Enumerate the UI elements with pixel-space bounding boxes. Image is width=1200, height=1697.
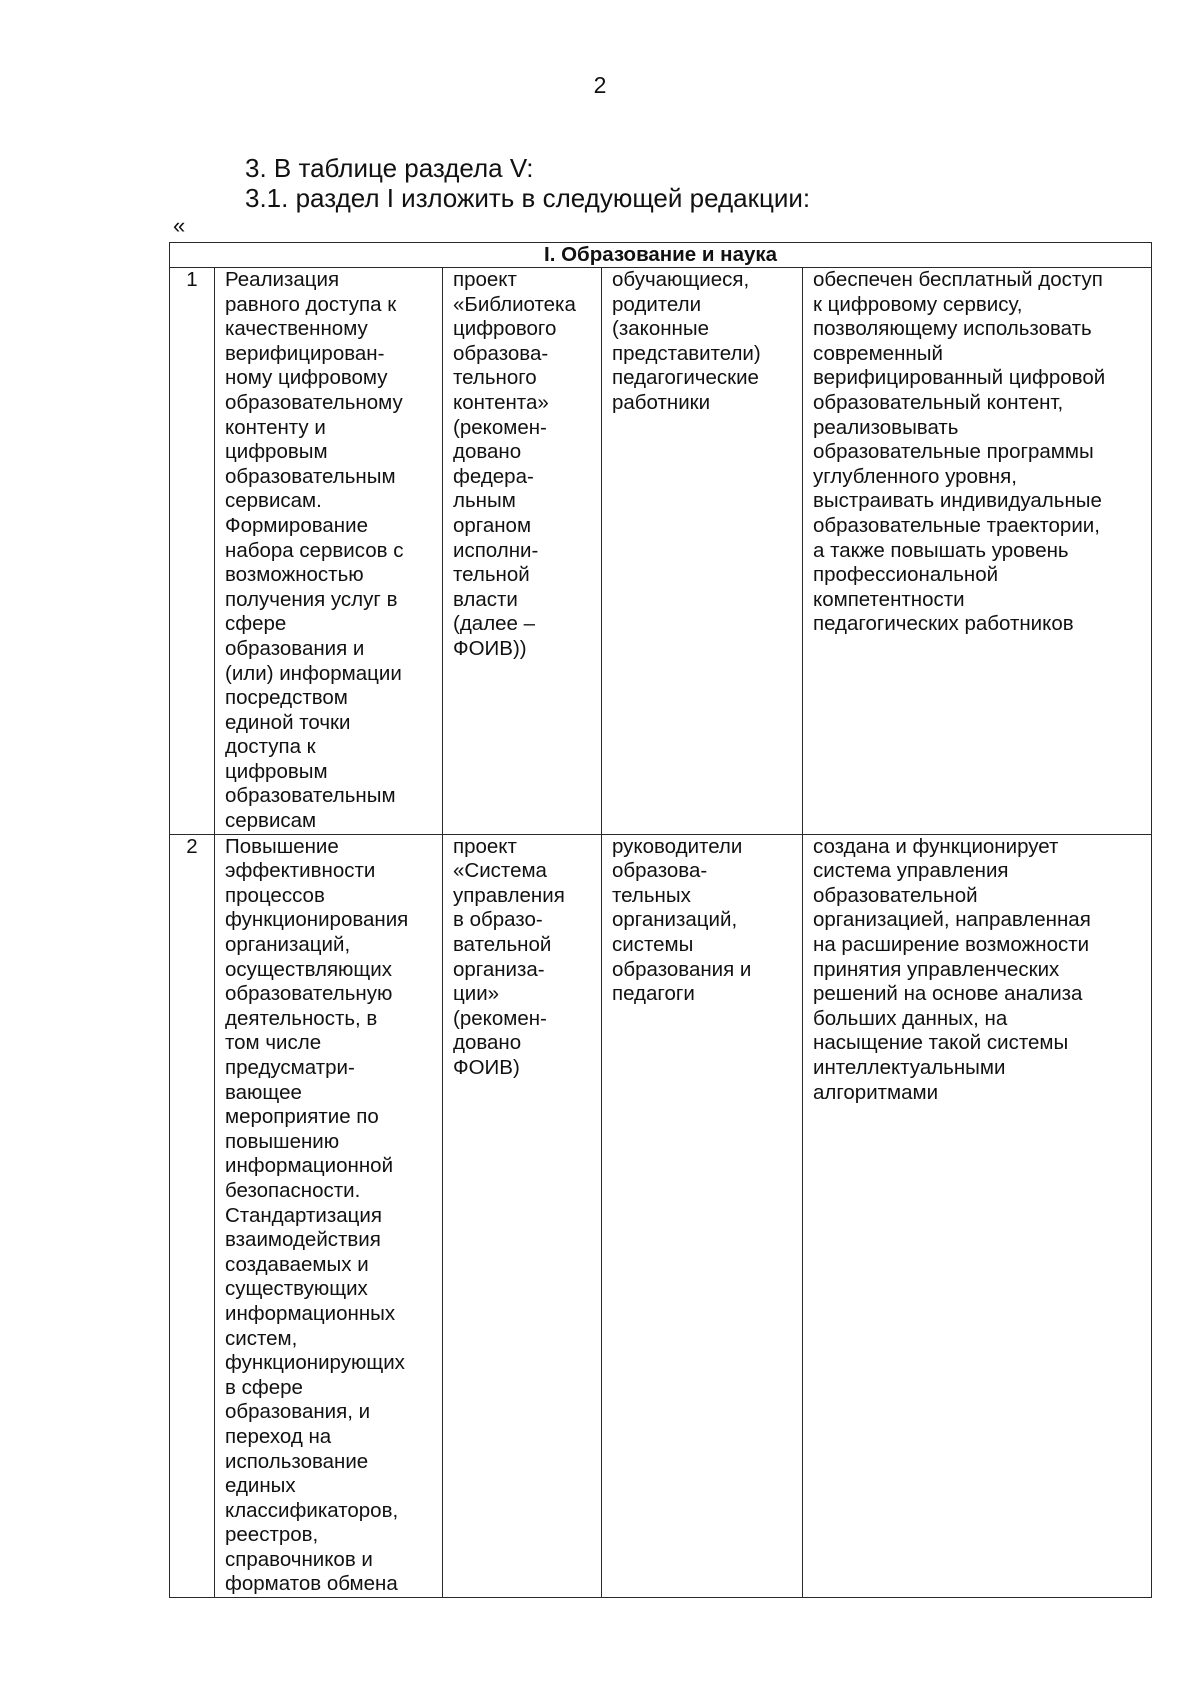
text-line: доступа к <box>225 735 316 759</box>
result-cell <box>803 834 1152 1597</box>
text-line: власти <box>453 587 518 611</box>
text-line: система управления <box>813 859 1009 883</box>
text-line: образовательным <box>225 464 396 488</box>
text-line: проект <box>453 268 517 291</box>
text-line: образовательным <box>225 784 396 808</box>
text-line: систем, <box>225 1326 298 1350</box>
project-cell <box>443 268 602 835</box>
text-line: позволяющему использовать <box>813 317 1092 341</box>
text-line: Формирование <box>225 513 368 537</box>
intro-line-1: 3. В таблице раздела V: <box>245 153 534 183</box>
text-line: процессов <box>225 883 325 907</box>
text-line: сервисам. <box>225 489 322 513</box>
text-line: (законные <box>612 317 710 341</box>
text-line: педагогических работников <box>813 612 1074 636</box>
text-line: вающее <box>225 1080 302 1104</box>
goal-text <box>225 835 434 1597</box>
text-line: компетентности <box>813 587 965 611</box>
text-line: управления <box>453 883 565 907</box>
text-line: «Библиотека <box>453 292 576 316</box>
text-line: форматов обмена <box>225 1572 398 1596</box>
text-line: использование <box>225 1449 369 1473</box>
text-line: в сфере <box>225 1375 303 1399</box>
page-number: 2 <box>593 72 607 98</box>
section-title: I. Образование и наука <box>170 243 1152 268</box>
text-line: (далее – <box>453 612 536 636</box>
participants-cell <box>602 834 803 1597</box>
text-line: организацией, направленная <box>813 908 1091 932</box>
text-line: довано <box>453 1031 522 1055</box>
text-line: педагогические <box>612 366 759 390</box>
text-line: сфере <box>225 612 287 636</box>
text-line: образова- <box>453 341 549 365</box>
text-line: классификаторов, <box>225 1498 399 1522</box>
text-line: равного доступа к <box>225 292 397 316</box>
row-number: 1 <box>170 268 215 835</box>
text-line: выстраивать индивидуальные <box>813 489 1102 513</box>
text-line: «Система <box>453 859 547 883</box>
participants-text <box>612 268 794 416</box>
text-line: (рекомен- <box>453 1006 547 1030</box>
text-line: насыщение такой системы <box>813 1031 1069 1055</box>
text-line: льным <box>453 489 516 513</box>
text-line: в образо- <box>453 908 543 932</box>
section-table <box>169 242 1152 1598</box>
participants-text <box>612 835 794 1007</box>
text-line: образовательные траектории, <box>813 513 1100 537</box>
goal-cell <box>215 268 443 835</box>
text-line: деятельность, в <box>225 1006 378 1030</box>
text-line: тельной <box>453 563 530 587</box>
text-line: больших данных, на <box>813 1006 1008 1030</box>
text-line: ФОИВ)) <box>453 636 527 660</box>
text-line: верифицирован- <box>225 341 385 365</box>
text-line: ному цифровому <box>225 366 388 390</box>
text-line: функционирующих <box>225 1351 405 1375</box>
result-cell <box>803 268 1152 835</box>
text-line: организаций, <box>225 933 351 957</box>
text-line: посредством <box>225 686 348 710</box>
text-line: тельных <box>612 883 691 907</box>
text-line: контенту и <box>225 415 326 439</box>
text-line: системы <box>612 933 694 957</box>
text-line: возможностью <box>225 563 364 587</box>
text-line: решений на основе анализа <box>813 982 1083 1006</box>
text-line: единых <box>225 1474 296 1498</box>
text-line: Стандартизация <box>225 1203 382 1227</box>
result-text <box>813 268 1143 637</box>
text-line: исполни- <box>453 538 539 562</box>
text-line: переход на <box>225 1424 332 1448</box>
text-line: контента» <box>453 390 549 414</box>
table-row <box>170 834 1152 1597</box>
text-line: образования, и <box>225 1400 371 1424</box>
text-line: профессиональной <box>813 563 999 587</box>
text-line: повышению <box>225 1129 340 1153</box>
project-cell <box>443 834 602 1597</box>
text-line: руководители <box>612 834 743 858</box>
text-line: организа- <box>453 957 545 981</box>
participants-cell <box>602 268 803 835</box>
text-line: (или) информации <box>225 661 402 685</box>
text-line: Реализация <box>225 268 340 291</box>
text-line: цифрового <box>453 317 557 341</box>
text-line: тельного <box>453 366 537 390</box>
row-number: 2 <box>170 834 215 1597</box>
result-text <box>813 835 1143 1106</box>
text-line: функционирования <box>225 908 409 932</box>
text-line: цифровым <box>225 440 328 464</box>
text-line: вательной <box>453 933 552 957</box>
text-line: предусматри- <box>225 1056 355 1079</box>
text-line: эффективности <box>225 859 376 883</box>
text-line: педагоги <box>612 982 695 1006</box>
text-line: верифицированный цифровой <box>813 366 1106 390</box>
text-line: алгоритмами <box>813 1080 939 1104</box>
text-line: взаимодействия <box>225 1228 381 1252</box>
intro-text <box>245 153 810 213</box>
text-line: обеспечен бесплатный доступ <box>813 268 1103 291</box>
text-line: безопасности. <box>225 1178 361 1202</box>
text-line: мероприятие по <box>225 1105 379 1129</box>
text-line: образовательные программы <box>813 440 1094 464</box>
text-line: углубленного уровня, <box>813 464 1017 488</box>
text-line: ФОИВ) <box>453 1056 520 1079</box>
open-quote-mark: « <box>173 213 186 238</box>
text-line: образовательной <box>813 883 978 907</box>
text-line: организаций, <box>612 908 738 932</box>
project-text <box>453 835 593 1081</box>
table-row <box>170 268 1152 835</box>
text-line: ции» <box>453 982 500 1006</box>
text-line: (рекомен- <box>453 415 547 439</box>
intro-line-2: 3.1. раздел I изложить в следующей редакции: <box>245 183 811 213</box>
text-line: создаваемых и <box>225 1252 369 1276</box>
text-line: принятия управленческих <box>813 957 1060 981</box>
text-line: цифровым <box>225 759 328 783</box>
text-line: осуществляющих <box>225 957 393 981</box>
text-line: федера- <box>453 464 534 488</box>
text-line: родители <box>612 292 702 316</box>
goal-text <box>225 268 434 834</box>
text-line: качественному <box>225 317 368 341</box>
text-line: обучающиеся, <box>612 268 750 291</box>
text-line: сервисам <box>225 809 317 833</box>
text-line: довано <box>453 440 522 464</box>
text-line: получения услуг в <box>225 587 398 611</box>
text-line: проект <box>453 834 517 858</box>
text-line: образования и <box>225 636 365 660</box>
text-line: набора сервисов с <box>225 538 404 562</box>
text-line: интеллектуальными <box>813 1056 1006 1079</box>
text-line: образовательному <box>225 390 403 414</box>
text-line: образования и <box>612 957 752 981</box>
text-line: современный <box>813 341 943 365</box>
text-line: информационной <box>225 1154 394 1178</box>
project-text <box>453 268 593 662</box>
text-line: органом <box>453 513 532 537</box>
text-line: Повышение <box>225 834 339 858</box>
goal-cell <box>215 834 443 1597</box>
text-line: образова- <box>612 859 708 883</box>
text-line: справочников и <box>225 1547 373 1571</box>
text-line: образовательный контент, <box>813 390 1064 414</box>
text-line: а также повышать уровень <box>813 538 1069 562</box>
text-line: реестров, <box>225 1523 319 1547</box>
text-line: реализовывать <box>813 415 959 439</box>
text-line: представители) <box>612 341 761 365</box>
text-line: единой точки <box>225 710 351 734</box>
text-line: на расширение возможности <box>813 933 1090 957</box>
text-line: существующих <box>225 1277 368 1301</box>
section-title-row <box>170 243 1152 268</box>
text-line: к цифровому сервису, <box>813 292 1023 316</box>
text-line: том числе <box>225 1031 322 1055</box>
text-line: образовательную <box>225 982 393 1006</box>
text-line: создана и функционирует <box>813 834 1059 858</box>
text-line: информационных <box>225 1301 396 1325</box>
text-line: работники <box>612 390 711 414</box>
